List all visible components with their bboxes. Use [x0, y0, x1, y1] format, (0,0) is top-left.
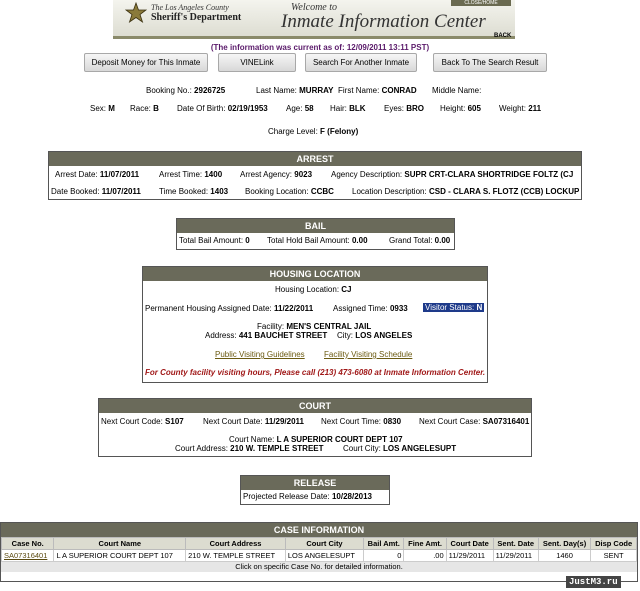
next-court-date-value: 11/29/2011 — [264, 417, 304, 426]
booking-location-field — [245, 187, 334, 196]
next-court-case-value: SA07316401 — [482, 417, 530, 426]
housing-address-label: Address: — [205, 331, 237, 340]
grand-total-value: 0.00 — [434, 236, 451, 245]
arrest-date-label: Arrest Date: — [55, 170, 98, 179]
last-name-label: Last Name: — [256, 86, 297, 95]
back-link[interactable]: BACK — [494, 33, 512, 39]
next-court-code-label: Next Court Code: — [101, 417, 163, 426]
total-hold-bail-field — [267, 236, 368, 245]
housing-location-value: CJ — [341, 285, 352, 294]
location-description-label: Location Description: — [352, 187, 427, 196]
housing-address-value: 441 BAUCHET STREET — [238, 331, 328, 340]
sheriff-star-icon — [125, 2, 147, 24]
facility-label: Facility: — [257, 322, 285, 331]
eyes-label: Eyes: — [384, 104, 405, 113]
visitor-status-value: N — [476, 303, 483, 312]
first-name-label: First Name: — [338, 86, 380, 95]
arrest-date-field — [55, 170, 139, 179]
height-value: 605 — [467, 104, 481, 113]
header-banner — [113, 0, 515, 39]
total-hold-bail-label: Total Hold Bail Amount: — [267, 236, 350, 245]
age-label: Age: — [286, 104, 303, 113]
visiting-hours-note: For County facility visiting hours, Please call (213) 473-6080 at Inmate Information Center. — [145, 368, 486, 377]
court-panel-title: COURT — [99, 399, 531, 413]
case-table-note: Click on specific Case No. for detailed information. — [1, 562, 637, 572]
height-row — [440, 104, 481, 113]
next-court-code-field — [101, 417, 184, 426]
total-bail-label: Total Bail Amount: — [179, 236, 244, 245]
arrest-date-value: 11/07/2011 — [99, 170, 140, 179]
projected-release-label: Projected Release Date: — [243, 492, 330, 501]
col-court-name: Court Name — [54, 538, 186, 550]
case-information-title: CASE INFORMATION — [1, 523, 637, 537]
sex-label: Sex: — [90, 104, 107, 113]
col-court-date: Court Date — [446, 538, 493, 550]
date-booked-value: 11/07/2011 — [101, 187, 141, 196]
dob-row — [177, 104, 268, 113]
date-booked-field — [51, 187, 141, 196]
welcome-text: Welcome to — [291, 2, 338, 13]
court-name-label: Court Name: — [229, 435, 275, 444]
housing-city-value: LOS ANGELES — [355, 331, 413, 340]
race-label: Race: — [130, 104, 151, 113]
court-address-field — [175, 444, 324, 453]
case-table — [1, 537, 637, 562]
time-booked-value: 1403 — [210, 187, 229, 196]
col-fine-amt: Fine Amt. — [404, 538, 446, 550]
location-description-field — [352, 187, 579, 196]
cell-court-date: 11/29/2011 — [446, 550, 493, 562]
eyes-row — [384, 104, 424, 113]
race-value: B — [153, 104, 159, 113]
col-bail-amt: Bail Amt. — [364, 538, 404, 550]
bail-panel — [176, 218, 455, 250]
table-row — [2, 550, 637, 562]
cell-bail-amt: 0 — [364, 550, 404, 562]
charge-level-row — [268, 127, 358, 136]
col-sent-date: Sent. Date — [493, 538, 538, 550]
time-booked-label: Time Booked: — [159, 187, 209, 196]
cell-disp-code: SENT — [591, 550, 637, 562]
cell-sent-date: 11/29/2011 — [493, 550, 538, 562]
cell-court-name: L A SUPERIOR COURT DEPT 107 — [54, 550, 186, 562]
arrest-agency-label: Arrest Agency: — [240, 170, 293, 179]
weight-value: 211 — [528, 104, 542, 113]
booking-location-label: Booking Location: — [245, 187, 309, 196]
hair-label: Hair: — [330, 104, 347, 113]
assigned-date-field — [145, 304, 313, 313]
release-panel-title: RELEASE — [241, 476, 389, 490]
next-court-case-label: Next Court Case: — [419, 417, 481, 426]
sex-value: M — [108, 104, 115, 113]
sex-row — [90, 104, 115, 113]
dept-name: Sheriff's Department — [151, 12, 242, 23]
assigned-time-field — [333, 304, 408, 313]
agency-description-label: Agency Description: — [331, 170, 403, 179]
arrest-panel — [48, 151, 582, 200]
housing-panel-title: HOUSING LOCATION — [143, 267, 487, 281]
cell-court-address: 210 W. TEMPLE STREET — [186, 550, 286, 562]
vinelink-button[interactable]: VINELink — [218, 53, 296, 72]
projected-release-value: 10/28/2013 — [331, 492, 372, 501]
back-to-results-button[interactable]: Back To The Search Result — [433, 53, 547, 72]
housing-city-label: City: — [337, 331, 353, 340]
court-address-value: 210 W. TEMPLE STREET — [230, 444, 324, 453]
dob-label: Date Of Birth: — [177, 104, 226, 113]
court-city-field — [343, 444, 456, 453]
location-description-value: CSD - CLARA S. FLOTZ (CCB) LOCKUP — [428, 187, 580, 196]
next-court-code-value: S107 — [165, 417, 184, 426]
assigned-time-label: Assigned Time: — [333, 304, 388, 313]
middle-name-row — [432, 86, 481, 95]
release-panel — [240, 475, 390, 505]
case-table-header — [2, 538, 637, 550]
race-row — [130, 104, 159, 113]
next-court-date-label: Next Court Date: — [203, 417, 263, 426]
charge-level-label: Charge Level: — [268, 127, 318, 136]
projected-release-field — [243, 492, 372, 501]
facility-field — [257, 322, 371, 331]
dob-value: 02/19/1953 — [227, 104, 268, 113]
agency-description-value: SUPR CRT-CLARA SHORTRIDGE FOLTZ (CJ — [404, 170, 574, 179]
agency-description-field — [331, 170, 573, 179]
first-name-row — [338, 86, 417, 95]
total-bail-value: 0 — [245, 236, 250, 245]
arrest-time-value: 1400 — [204, 170, 223, 179]
search-another-button[interactable]: Search For Another Inmate — [305, 53, 417, 72]
total-bail-field — [179, 236, 250, 245]
weight-label: Weight: — [499, 104, 526, 113]
hair-row — [330, 104, 366, 113]
last-name-value: MURRAY — [299, 86, 334, 95]
housing-city-field — [337, 331, 412, 340]
col-sent-days: Sent. Day(s) — [538, 538, 590, 550]
deposit-money-button[interactable]: Deposit Money for This Inmate — [84, 53, 208, 72]
age-value: 58 — [304, 104, 314, 113]
housing-address-field — [205, 331, 327, 340]
date-booked-label: Date Booked: — [51, 187, 100, 196]
time-booked-field — [159, 187, 228, 196]
total-hold-bail-value: 0.00 — [351, 236, 368, 245]
last-name-row — [256, 86, 334, 95]
assigned-time-value: 0933 — [389, 304, 408, 313]
housing-location-field — [275, 285, 352, 294]
booking-no-label: Booking No.: — [146, 86, 192, 95]
col-disp-code: Disp Code — [591, 538, 637, 550]
booking-no-row — [146, 86, 225, 95]
arrest-time-label: Arrest Time: — [159, 170, 203, 179]
first-name-value: CONRAD — [381, 86, 417, 95]
cell-fine-amt: .00 — [404, 550, 446, 562]
booking-location-value: CCBC — [310, 187, 334, 196]
assigned-date-value: 11/22/2011 — [273, 304, 314, 313]
arrest-agency-field — [240, 170, 312, 179]
booking-no-value: 2926725 — [194, 86, 226, 95]
grand-total-label: Grand Total: — [389, 236, 433, 245]
facility-visiting-schedule-link[interactable]: Facility Visiting Schedule — [324, 350, 413, 359]
housing-location-label: Housing Location: — [275, 285, 340, 294]
weight-row — [499, 104, 541, 113]
court-panel — [98, 398, 532, 457]
case-information-panel — [0, 522, 638, 582]
dept-subtitle: The Los Angeles County — [151, 3, 229, 12]
charge-level-description: (Felony) — [327, 127, 359, 136]
assigned-date-label: Permanent Housing Assigned Date: — [145, 304, 272, 313]
visitor-status-label: Visitor Status: — [425, 303, 475, 312]
court-city-value: LOS ANGELESUPT — [383, 444, 457, 453]
close-home-button[interactable]: CLOSE/HOME — [451, 0, 511, 6]
height-label: Height: — [440, 104, 466, 113]
current-info-timestamp: (The information was current as of: 12/09/2011 13:11 PST) — [210, 43, 430, 52]
facility-value: MEN'S CENTRAL JAIL — [286, 322, 372, 331]
next-court-time-value: 0830 — [383, 417, 402, 426]
middle-name-label: Middle Name: — [432, 86, 482, 95]
charge-level-value: F — [320, 127, 325, 136]
grand-total-field — [389, 236, 450, 245]
arrest-time-field — [159, 170, 222, 179]
case-no-link[interactable]: SA07316401 — [2, 550, 54, 562]
bail-panel-title: BAIL — [177, 219, 454, 233]
next-court-date-field — [203, 417, 304, 426]
col-case-no: Case No. — [2, 538, 54, 550]
col-court-city: Court City — [285, 538, 363, 550]
next-court-case-field — [419, 417, 529, 426]
age-row — [286, 104, 314, 113]
cell-court-city: LOS ANGELESUPT — [285, 550, 363, 562]
court-city-label: Court City: — [343, 444, 381, 453]
court-name-field — [229, 435, 403, 444]
public-visiting-guidelines-link[interactable]: Public Visiting Guidelines — [215, 350, 305, 359]
arrest-panel-title: ARREST — [49, 152, 581, 166]
arrest-agency-value: 9023 — [294, 170, 313, 179]
col-court-address: Court Address — [186, 538, 286, 550]
next-court-time-label: Next Court Time: — [321, 417, 382, 426]
visitor-status-field — [423, 303, 484, 312]
site-watermark: JustM3.ru — [566, 576, 621, 588]
eyes-value: BRO — [406, 104, 425, 113]
housing-panel — [142, 266, 488, 383]
court-name-value: L A SUPERIOR COURT DEPT 107 — [276, 435, 403, 444]
page-title: Inmate Information Center — [281, 11, 486, 32]
next-court-time-field — [321, 417, 401, 426]
hair-value: BLK — [349, 104, 366, 113]
cell-sent-days: 1460 — [538, 550, 590, 562]
court-address-label: Court Address: — [175, 444, 228, 453]
